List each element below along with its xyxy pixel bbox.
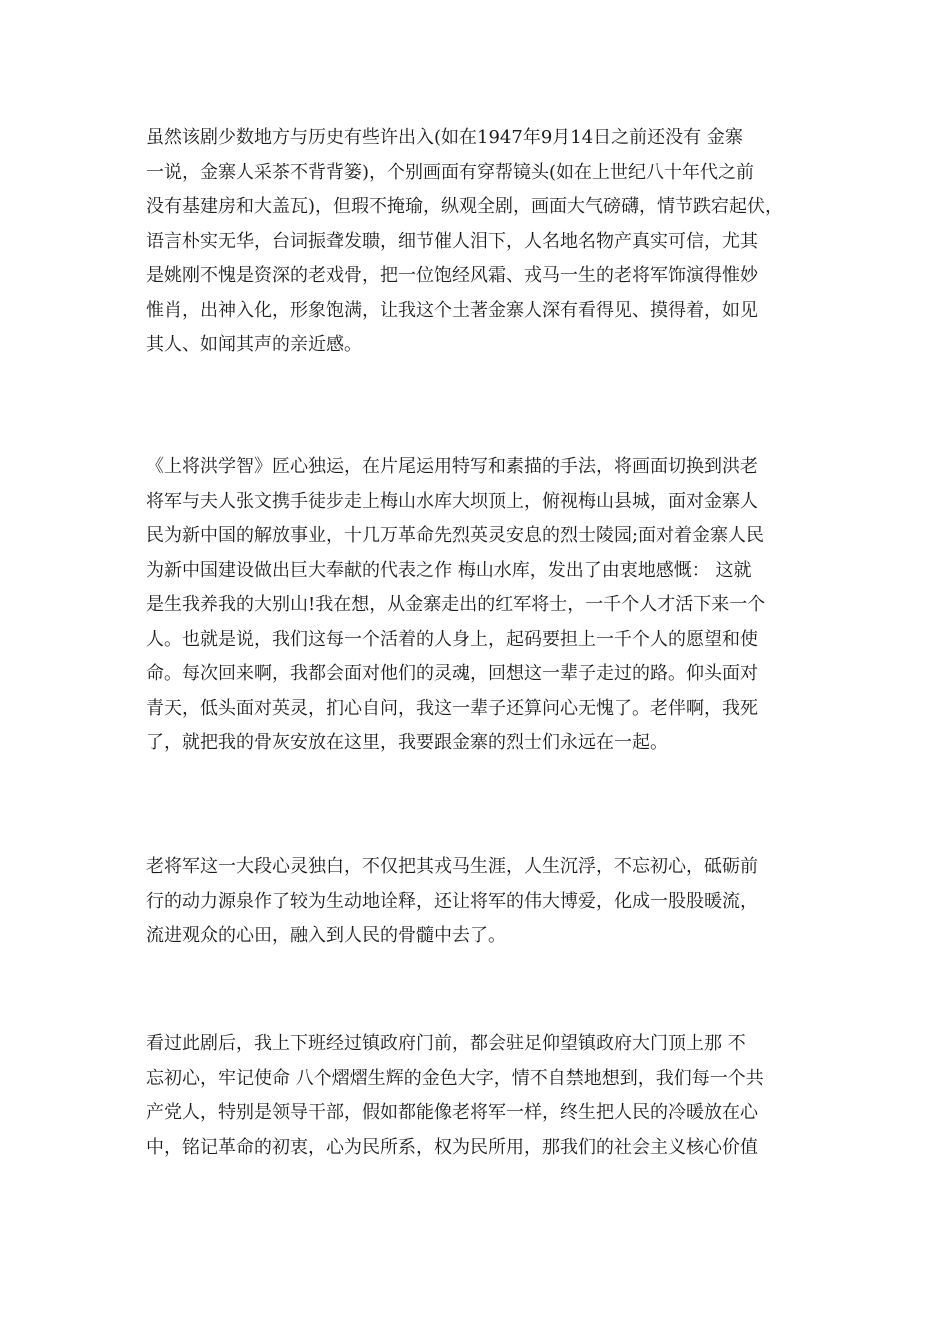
text-line: 虽然该剧少数地方与历史有些许出入(如在1947年9月14日之前还没有 金寨 bbox=[146, 127, 743, 148]
paragraph-2 bbox=[146, 450, 826, 761]
paragraph-3 bbox=[146, 850, 826, 954]
text-line: 行的动力源泉作了较为生动地诠释，还让将军的伟大博爱，化成一股股暖流， bbox=[146, 890, 758, 912]
text-line: 将军与夫人张文携手徒步走上梅山水库大坝顶上，俯视梅山县城，面对金寨人 bbox=[146, 490, 758, 512]
text-line: 青天，低头面对英灵，扪心自问，我这一辈子还算问心无愧了。老伴啊，我死 bbox=[146, 697, 758, 719]
text-line: 《上将洪学智》匠心独运，在片尾运用特写和素描的手法，将画面切换到洪老 bbox=[146, 456, 758, 477]
text-line: 民为新中国的解放事业，十几万革命先烈英灵安息的烈士陵园;面对着金寨人民 bbox=[146, 525, 765, 546]
paragraph-1 bbox=[146, 121, 826, 363]
text-line: 产党人，特别是领导干部，假如都能像老将军一样，终生把人民的冷暖放在心 bbox=[146, 1102, 758, 1123]
text-line: 没有基建房和大盖瓦)，但瑕不掩瑜，纵观全剧，画面大气磅礴，情节跌宕起伏， bbox=[146, 196, 784, 217]
text-line: 语言朴实无华，台词振聋发聩，细节催人泪下，人名地名物产真实可信，尤其 bbox=[146, 230, 758, 252]
text-line: 为新中国建设做出巨大奉献的代表之作 梅山水库，发出了由衷地感慨： 这就 bbox=[146, 559, 752, 581]
text-line: 一说，金寨人采茶不背背篓)，个别画面有穿帮镜头(如在上世纪八十年代之前 bbox=[146, 161, 755, 183]
text-line: 中，铭记革命的初衷，心为民所系，权为民所用，那我们的社会主义核心价值 bbox=[146, 1136, 758, 1158]
text-line: 是姚刚不愧是资深的老戏骨，把一位饱经风霜、戎马一生的老将军饰演得惟妙 bbox=[146, 265, 758, 286]
text-line: 是生我养我的大别山!我在想，从金寨走出的红军将士，一千个人才活下来一个 bbox=[146, 594, 766, 615]
text-line: 看过此剧后，我上下班经过镇政府门前，都会驻足仰望镇政府大门顶上那 不 bbox=[146, 1033, 746, 1054]
text-line: 惟肖，出神入化，形象饱满，让我这个土著金寨人深有看得见、摸得着，如见 bbox=[146, 299, 758, 321]
text-line: 人。也就是说，我们这每一个活着的人身上，起码要担上一千个人的愿望和使 bbox=[146, 628, 758, 650]
text-line: 流进观众的心田，融入到人民的骨髓中去了。 bbox=[146, 925, 506, 946]
text-line: 忘初心，牢记使命 八个熠熠生辉的金色大字，情不自禁地想到，我们每一个共 bbox=[146, 1067, 764, 1089]
text-line: 了，就把我的骨灰安放在这里，我要跟金寨的烈士们永远在一起。 bbox=[146, 732, 668, 753]
text-line: 老将军这一大段心灵独白，不仅把其戎马生涯，人生沉浮，不忘初心，砥砺前 bbox=[146, 856, 758, 877]
text-line: 其人、如闻其声的亲近感。 bbox=[146, 334, 362, 355]
paragraph-4 bbox=[146, 1027, 826, 1165]
text-line: 命。每次回来啊，我都会面对他们的灵魂，回想这一辈子走过的路。仰头面对 bbox=[146, 663, 758, 684]
